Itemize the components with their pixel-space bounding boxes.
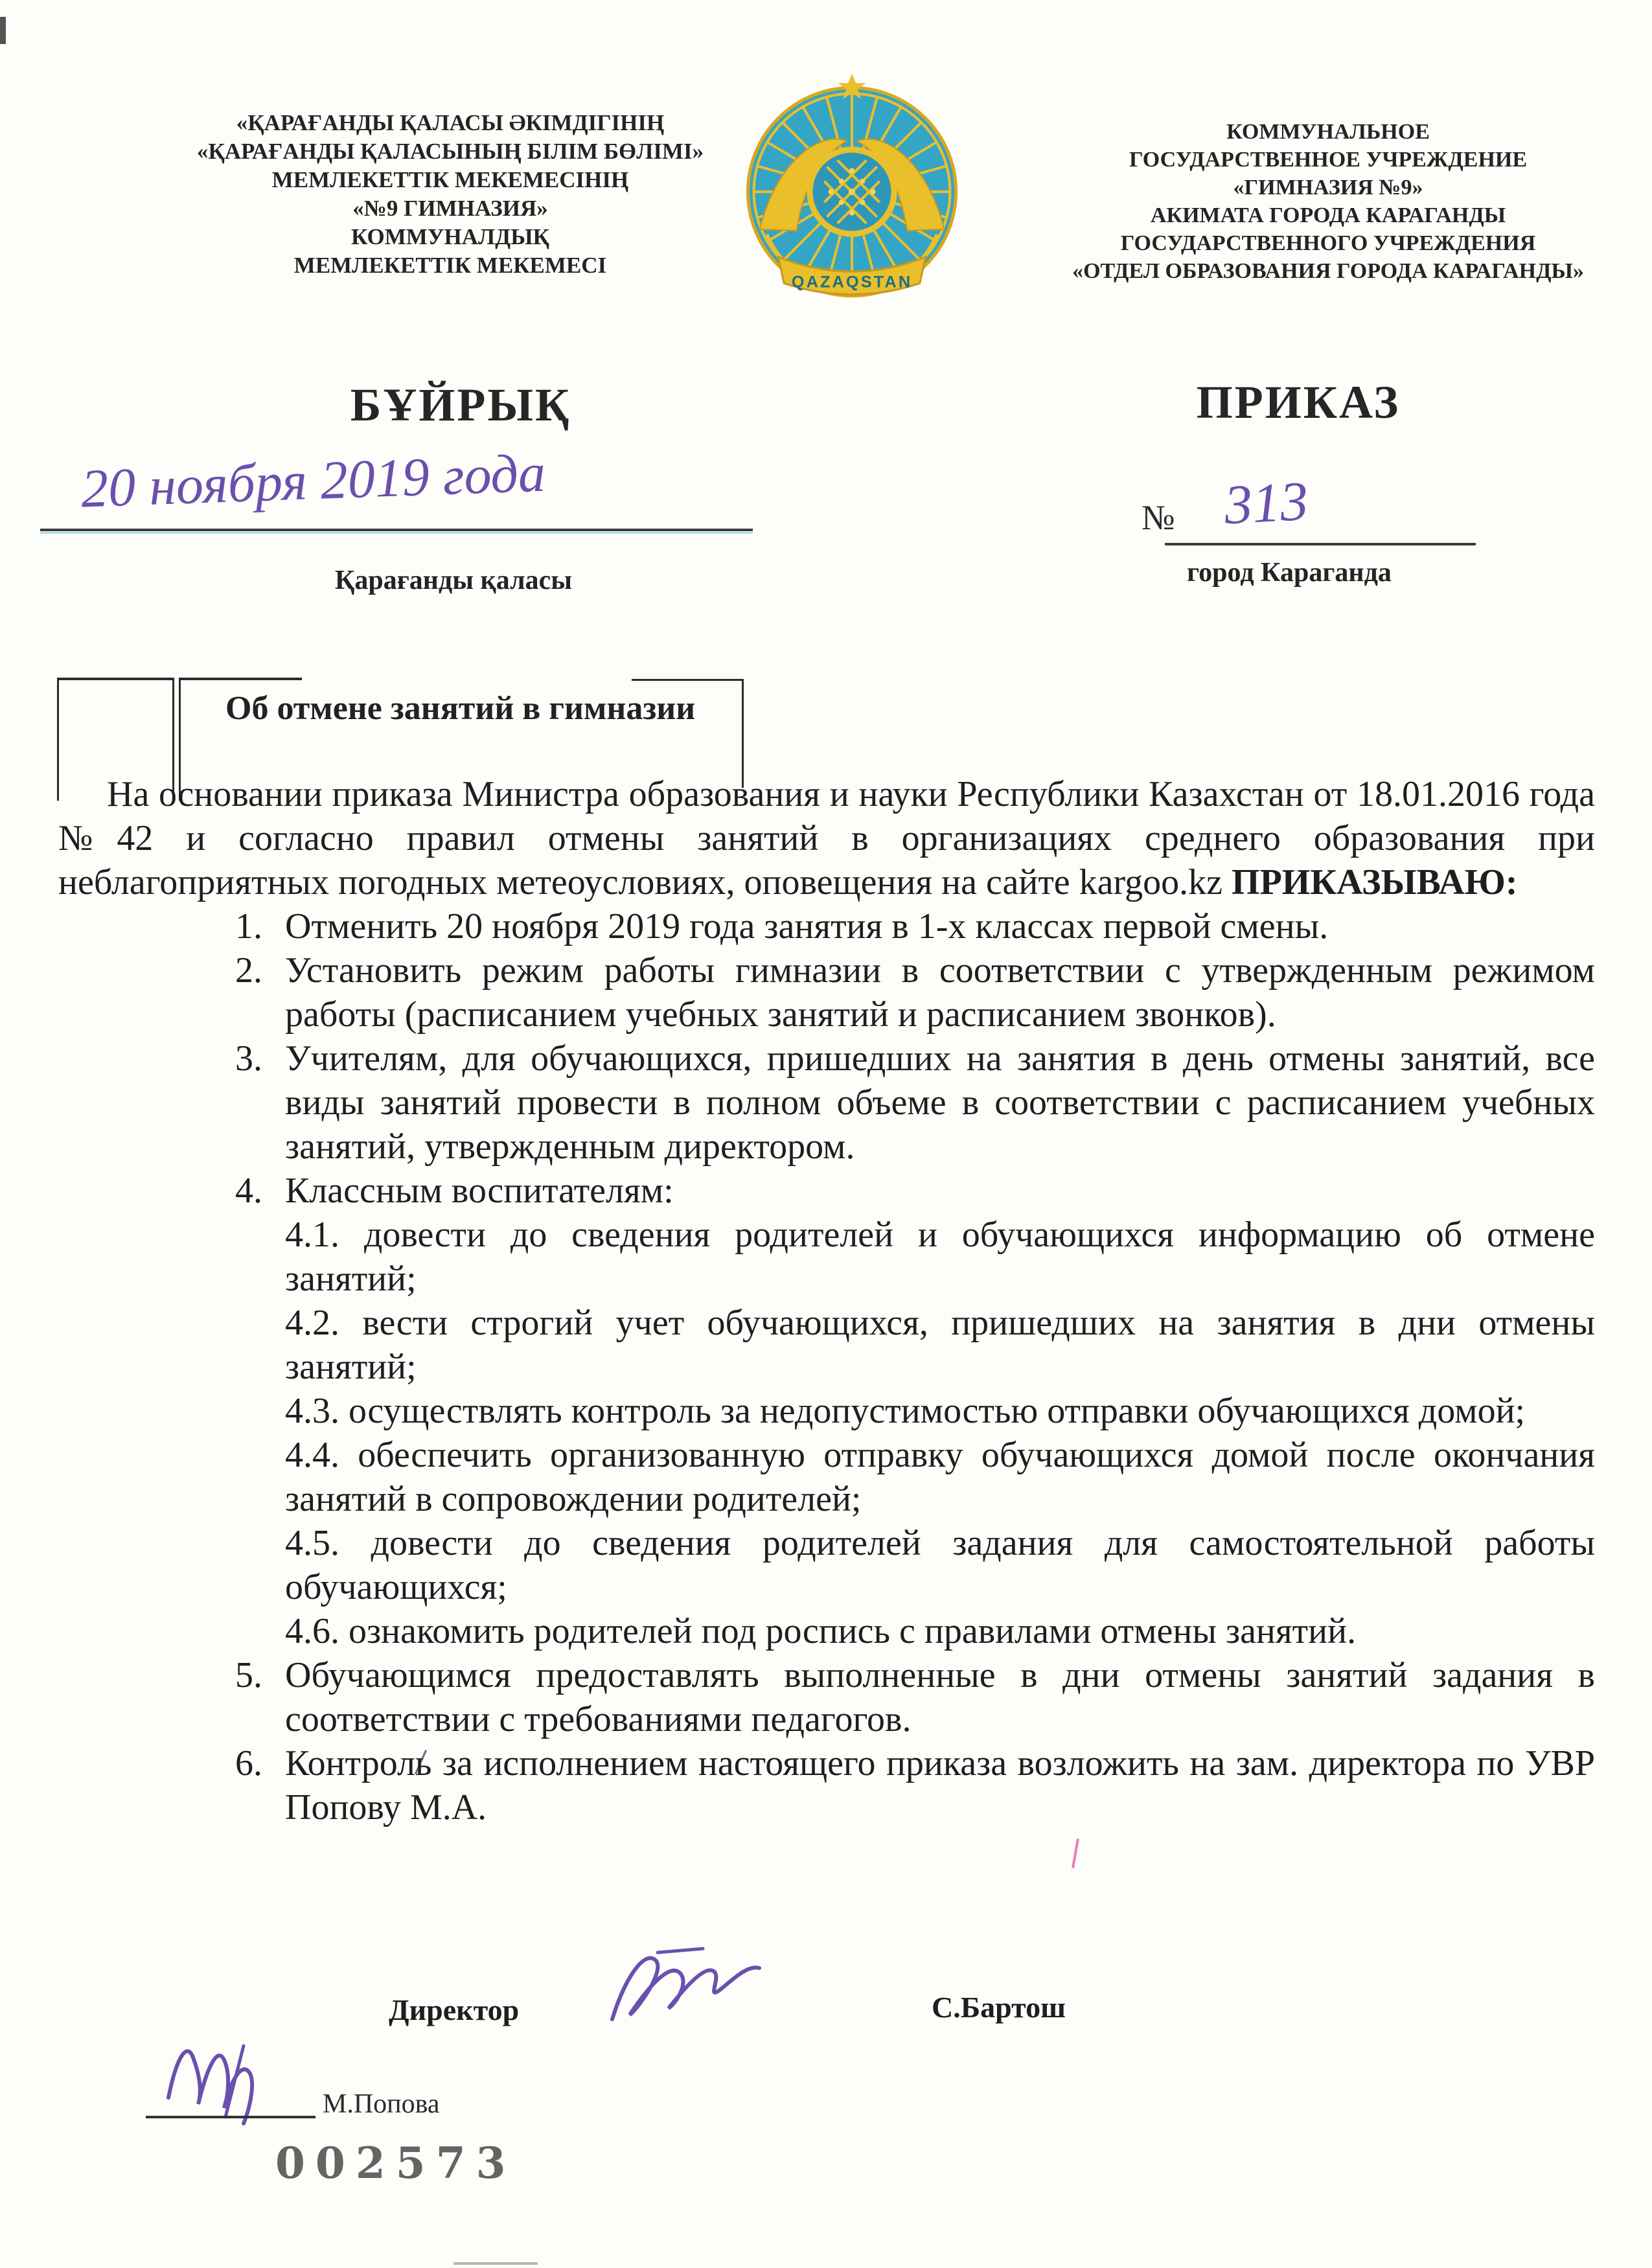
item-text: Контроль за исполнением настоящего приказа возложить на зам. директора по УВР Попову М.А. [285, 1743, 1595, 1827]
organization-name-russian [1056, 118, 1600, 285]
order-item-6 [235, 1741, 1595, 1829]
subitem-number: 4.6. [285, 1611, 339, 1651]
subitem-text: довести до сведения родителей и обучающихся информацию об отмене занятий; [285, 1215, 1595, 1299]
order-body [58, 772, 1595, 1829]
order-subitem-4-3 [285, 1389, 1595, 1433]
org-line: «ҚАРАҒАНДЫ ҚАЛАСЫ ӘКІМДІГІНІҢ [236, 110, 665, 135]
form-number-stamp: 002573 [275, 2138, 516, 2188]
org-line: МЕМЛЕКЕТТІК МЕКЕМЕСІ [293, 253, 607, 278]
order-item-1 [235, 904, 1595, 948]
item-text: Отменить 20 ноября 2019 года занятия в 1-х классах первой смены. [285, 906, 1329, 946]
item-text: Обучающимся предоставлять выполненные в дни отмены занятий задания в соответствии с требованиями педагогов. [285, 1655, 1595, 1739]
number-underline [1165, 543, 1476, 545]
subitem-number: 4.1. [285, 1215, 339, 1255]
scan-artifact-smudge [453, 2262, 538, 2265]
order-subitem-4-5 [285, 1521, 1595, 1609]
subitem-number: 4.2. [285, 1303, 339, 1343]
order-subject: Об отмене занятий в гимназии [225, 690, 696, 727]
order-item-2 [235, 948, 1595, 1037]
item-number: 1. [235, 906, 262, 946]
deputy-signature-line [146, 2116, 315, 2118]
scan-artifact-line [179, 678, 302, 680]
org-line: «ҚАРАҒАНДЫ ҚАЛАСЫНЫҢ БІЛІМ БӨЛІМІ» [196, 139, 704, 164]
org-line: ГОСУДАРСТВЕННОЕ УЧРЕЖДЕНИЕ [1129, 148, 1528, 172]
subitem-text: ознакомить родителей под роспись с правилами отмены занятий. [349, 1611, 1357, 1651]
item-text: Учителям, для обучающихся, пришедших на занятия в день отмены занятий, все виды занятий провести в полном объеме в соответствии с расписанием учебных занятий, утвержденным директором. [285, 1038, 1595, 1167]
subitem-number: 4.3. [285, 1391, 339, 1431]
director-name: С.Бартош [932, 1991, 1066, 2024]
order-item-5 [235, 1653, 1595, 1741]
director-label: Директор [389, 1993, 520, 2026]
order-number-label: № [1141, 498, 1175, 537]
subitem-text: обеспечить организованную отправку обучающихся домой после окончания занятий в сопровождении родителей; [285, 1435, 1596, 1519]
org-line: МЕМЛЕКЕТТІК МЕКЕМЕСІНІҢ [271, 167, 629, 192]
pen-mark-pink [1072, 1838, 1079, 1868]
item-text: Классным воспитателям: [285, 1171, 674, 1211]
order-subitem-4-2 [285, 1301, 1595, 1389]
intro-text: На основании приказа Министра образования и науки Республики Казахстан от 18.01.2016 года №42 и согласно правил отмены занятий в организациях среднего образования при неблагоприятных погодных метеоусловиях, оповещения на сайте kargoo.kz [58, 774, 1595, 902]
order-subitem-4-6 [285, 1609, 1595, 1653]
order-subitem-4-1 [285, 1213, 1595, 1301]
handwritten-order-number: 313 [1222, 469, 1310, 536]
org-line: КОММУНАЛЬНОЕ [1226, 120, 1430, 144]
org-line: АКИМАТА ГОРОДА КАРАГАНДЫ [1150, 203, 1506, 227]
city-kazakh: Қарағанды қаласы [334, 566, 573, 595]
subitem-text: осуществлять контроль за недопустимостью отправки обучающихся домой; [349, 1391, 1526, 1431]
order-title-russian: ПРИКАЗ [1196, 376, 1401, 428]
item-number: 5. [235, 1655, 262, 1695]
kazakhstan-coat-of-arms-icon [740, 70, 964, 310]
scan-artifact-corner [0, 17, 6, 44]
subitem-number: 4.5. [285, 1523, 339, 1563]
item-number: 6. [235, 1743, 262, 1783]
order-item-4 [235, 1169, 1595, 1213]
org-line: ГОСУДАРСТВЕННОГО УЧРЕЖДЕНИЯ [1120, 231, 1536, 255]
order-subitem-4-4 [285, 1433, 1595, 1521]
order-title-kazakh: БҰЙРЫҚ [350, 379, 571, 431]
scan-artifact-line [742, 679, 744, 788]
intro-resolution-word: ПРИКАЗЫВАЮ: [1232, 862, 1518, 902]
subitem-text: довести до сведения родителей задания для самостоятельной работы обучающихся; [285, 1523, 1595, 1607]
item-number: 3. [235, 1038, 262, 1079]
city-russian: город Караганда [1187, 558, 1392, 588]
item-number: 2. [235, 950, 262, 991]
scan-artifact-line [632, 679, 744, 681]
org-line: «ГИМНАЗИЯ №9» [1233, 176, 1423, 200]
date-underline-tint [40, 532, 753, 534]
deputy-name: М.Попова [323, 2089, 440, 2119]
handwritten-date: 20 ноября 2019 года [80, 442, 547, 520]
organization-name-kazakh [155, 109, 745, 280]
item-number: 4. [235, 1171, 262, 1211]
subitem-number: 4.4. [285, 1435, 339, 1475]
subitem-text: вести строгий учет обучающихся, пришедших на занятия в дни отмены занятий; [285, 1303, 1596, 1387]
order-item-3 [235, 1037, 1595, 1169]
emblem-banner-text: QAZAQSTAN [791, 273, 913, 292]
intro-paragraph [58, 772, 1595, 904]
org-line: КОММУНАЛДЫҚ [351, 224, 549, 249]
org-line: «ОТДЕЛ ОБРАЗОВАНИЯ ГОРОДА КАРАГАНДЫ» [1072, 259, 1584, 283]
date-underline [40, 529, 753, 531]
director-signature [596, 1938, 784, 2039]
item-text: Установить режим работы гимназии в соответствии с утвержденным режимом работы (расписанием учебных занятий и расписанием звонков). [285, 950, 1595, 1035]
org-line: «№9 ГИМНАЗИЯ» [352, 196, 548, 221]
